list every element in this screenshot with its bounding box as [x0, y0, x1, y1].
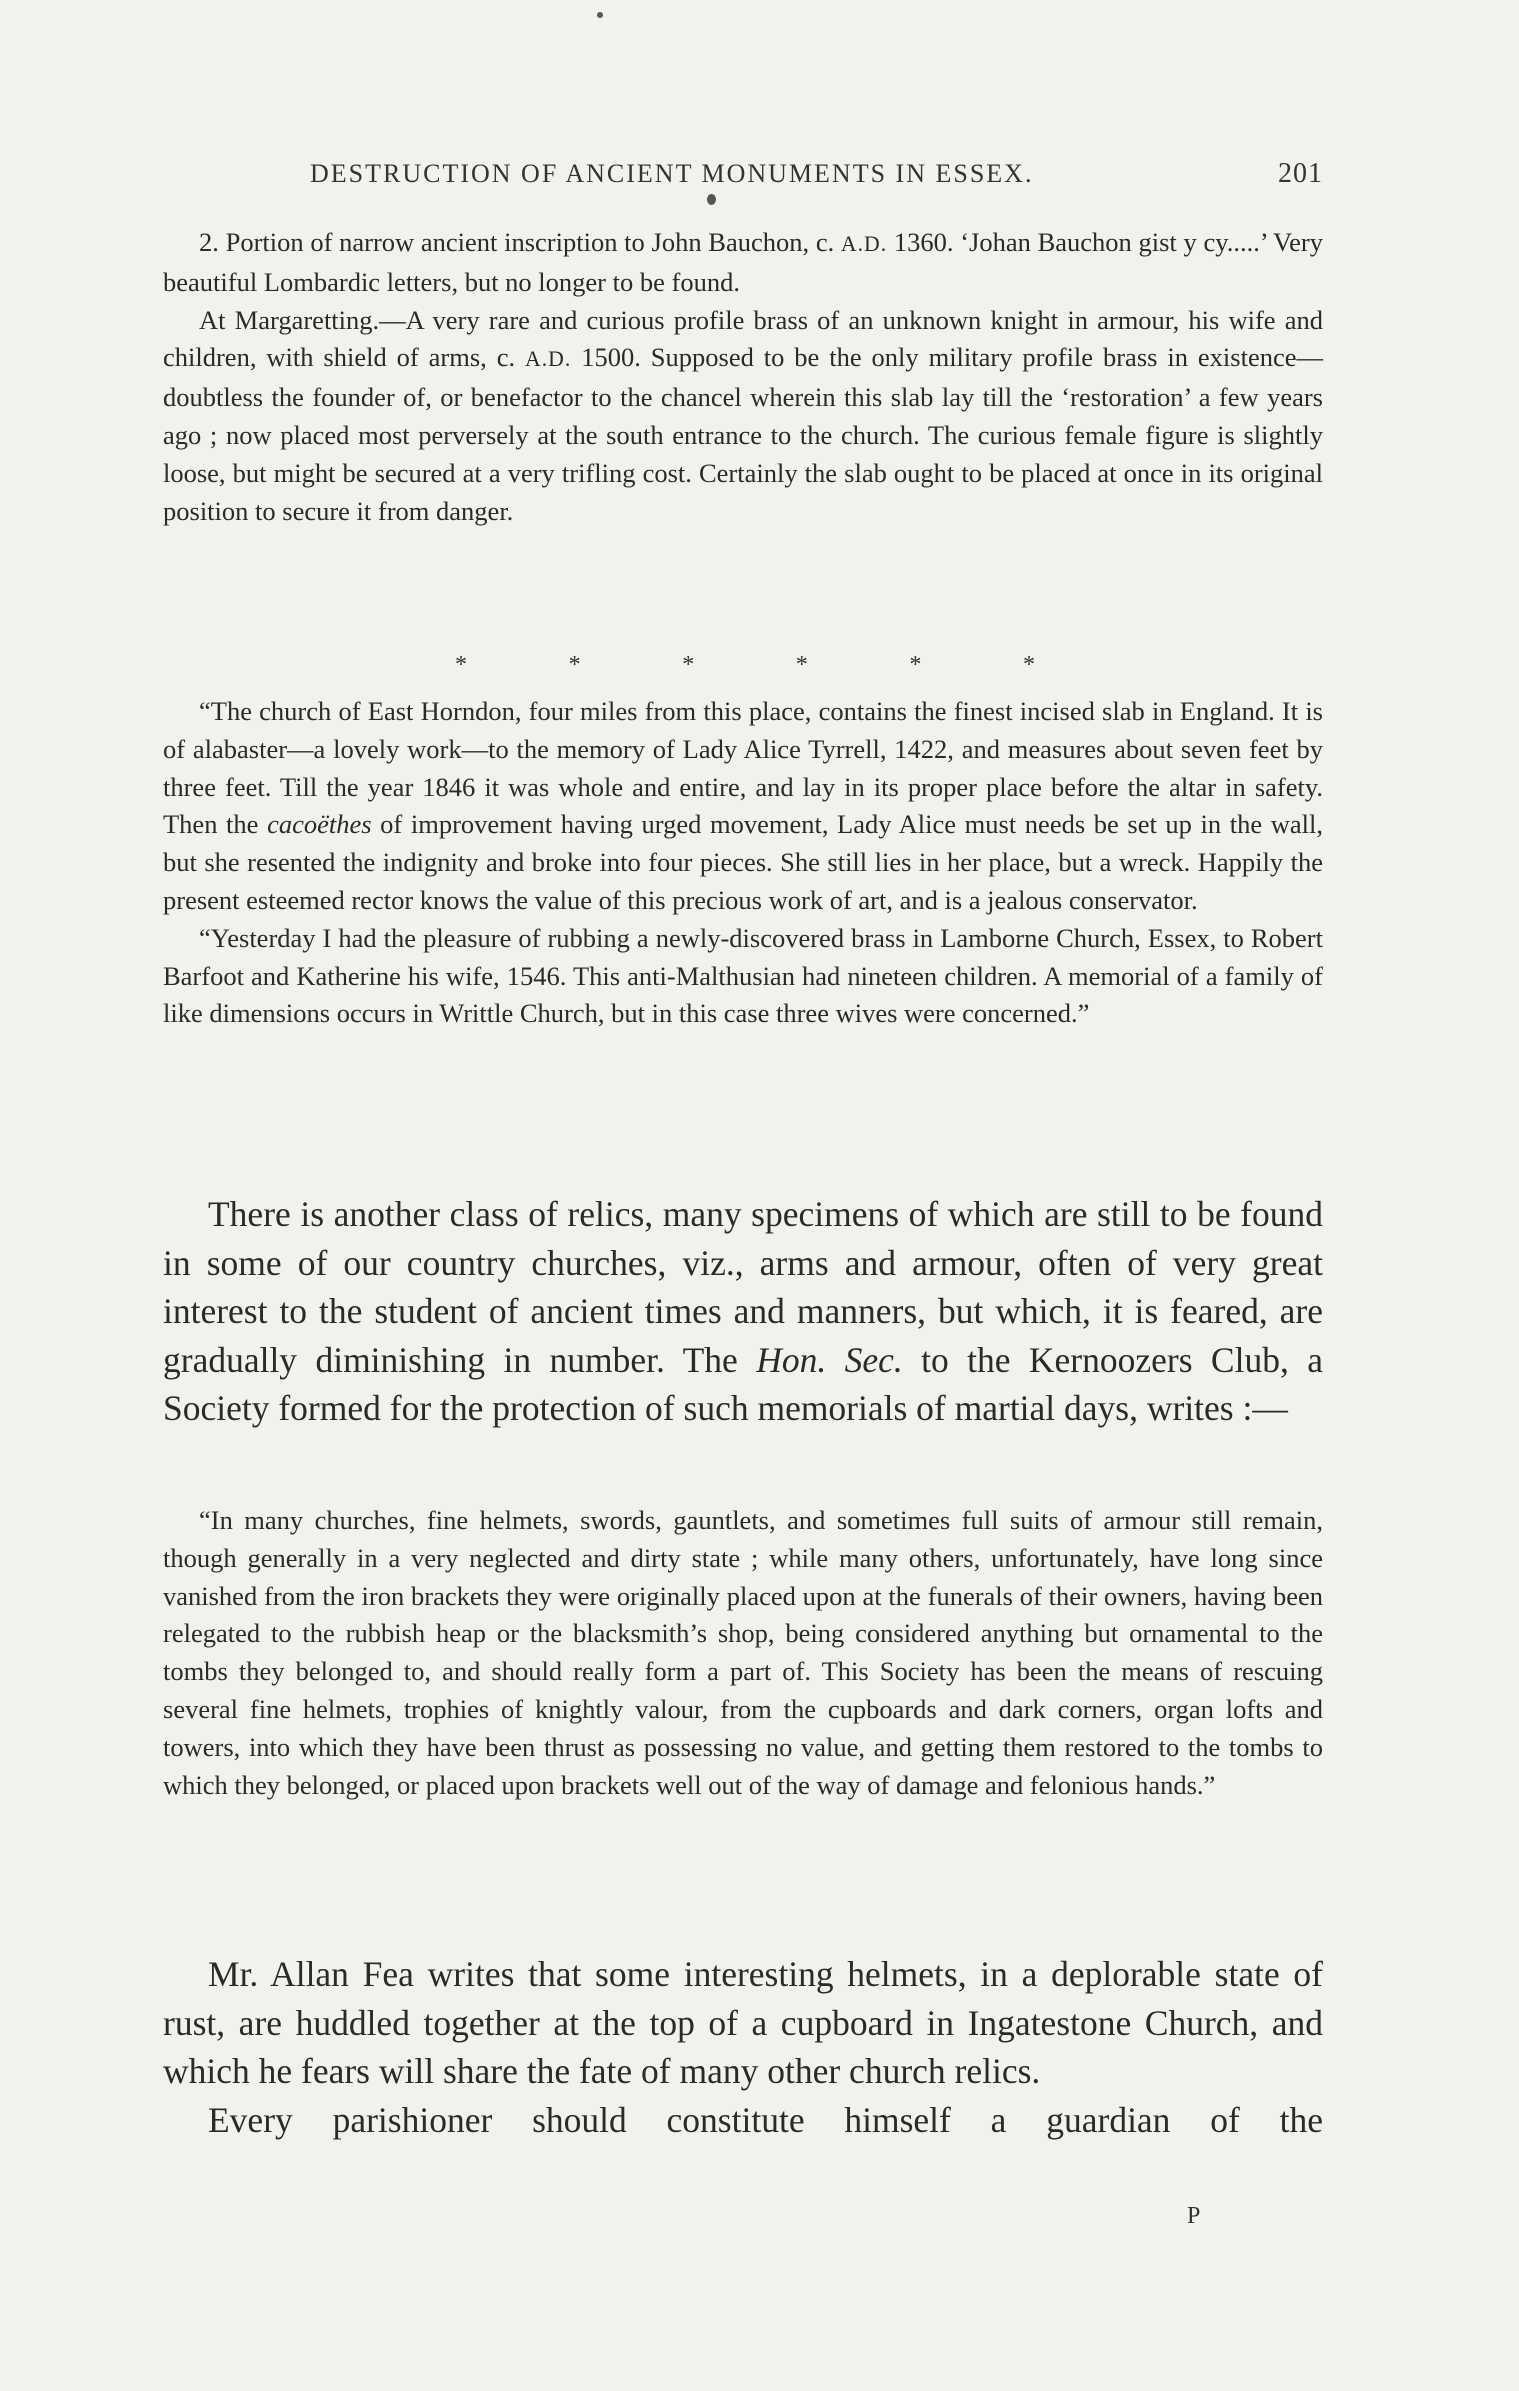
body-paragraph-fea	[163, 1950, 1323, 2144]
asterisk: *	[1022, 652, 1035, 678]
paragraph-bauchon: 2. Portion of narrow ancient inscription to John Bauchon, c. A.D. 1360. ‘Johan Bauchon gist y cy.....’ Very beautiful Lombardic letters, but no longer to be found.	[163, 227, 1323, 297]
quoted-notes-block	[163, 224, 1323, 530]
paragraph-lamborne: “Yesterday I had the pleasure of rubbing a newly-discovered brass in Lamborne Church, Essex, to Robert Barfoot and Katherine his wife, 1546. This anti-Malthusian had nineteen children. A memorial of a family of like dimensions occurs in Writtle Church, but in this case three wives were concerned.”	[163, 922, 1323, 1029]
paragraph-east-horndon: “The church of East Horndon, four miles from this place, contains the finest incised slab in England. It is of alabaster—a lovely work—to the memory of Lady Alice Tyrrell, 1422, and measures about seven feet by three feet. Till the year 1846 it was whole and entire, and lay in its proper place before the altar in safety. Then the cacoëthes of improvement having urged movement, Lady Alice must needs be set up in the wall, but she resented the indignity and broke into four pieces. She still lies in her place, but a wreck. Happily the present esteemed rector knows the value of this precious work of art, and is a jealous conservator.	[163, 696, 1324, 915]
page-number: 201	[1278, 158, 1323, 189]
section-break-asterisks	[455, 652, 1035, 679]
asterisk: *	[568, 652, 581, 678]
body-paragraph-arms-armour: There is another class of relics, many specimens of which are still to be found in some of our country churches, viz., arms and armour, often of very great interest to the student of ancient times and manners, but which, it is feared, are gradually diminishing in number. The Hon. Sec. to the Kernoozers Club, a Society formed for the protection of such memorials of martial days, writes :—	[163, 1194, 1323, 1428]
quoted-kernoozers-block	[163, 1502, 1323, 1804]
asterisk: *	[682, 652, 695, 678]
asterisk: *	[795, 652, 808, 678]
signature-mark: P	[1187, 2203, 1201, 2229]
paragraph-margaretting: At Margaretting.—A very rare and curious profile brass of an unknown knight in armour, his wife and children, with shield of arms, c. A.D. 1500. Supposed to be the only military profile brass in existence—doubtless the founder of, or benefactor to the chancel wherein this slab lay till the ‘restoration’ a few years ago ; now placed most perversely at the south entrance to the church. The curious female figure is slightly loose, but might be secured at a very trifling cost. Certainly the slab ought to be placed at once in its original position to secure it from danger.	[163, 304, 1323, 526]
ink-spot	[707, 194, 716, 205]
quoted-letter-block	[163, 693, 1323, 1033]
running-header	[310, 158, 1323, 190]
paragraph-helmets: “In many churches, fine helmets, swords, gauntlets, and sometimes full suits of armour still remain, though generally in a very neglected and dirty state ; while many others, unfortunately, have long since vanished from the iron brackets they were originally placed upon at the funerals of their owners, having been relegated to the rubbish heap or the blacksmith’s shop, being considered anything but ornamental to the tombs they belonged to, and should really form a part of. This Society has been the means of rescuing several fine helmets, trophies of knightly valour, from the cupboards and dark corners, organ lofts and towers, into which they have been thrust as possessing no value, and getting them restored to the tombs to which they belonged, or placed upon brackets well out of the way of damage and felonious hands.”	[163, 1505, 1323, 1800]
paragraph-parishioner: Every parishioner should constitute himself a guardian of the	[208, 2099, 1323, 2140]
asterisk: *	[909, 652, 922, 678]
asterisk: *	[455, 652, 467, 678]
running-title: DESTRUCTION OF ANCIENT MONUMENTS IN ESSEX.	[310, 159, 1034, 188]
paragraph-allan-fea: Mr. Allan Fea writes that some interesting helmets, in a deplorable state of rust, are huddled together at the top of a cupboard in Ingatestone Church, and which he fears will share the fate of many other church relics.	[163, 1954, 1323, 2091]
ink-spot	[597, 12, 603, 18]
